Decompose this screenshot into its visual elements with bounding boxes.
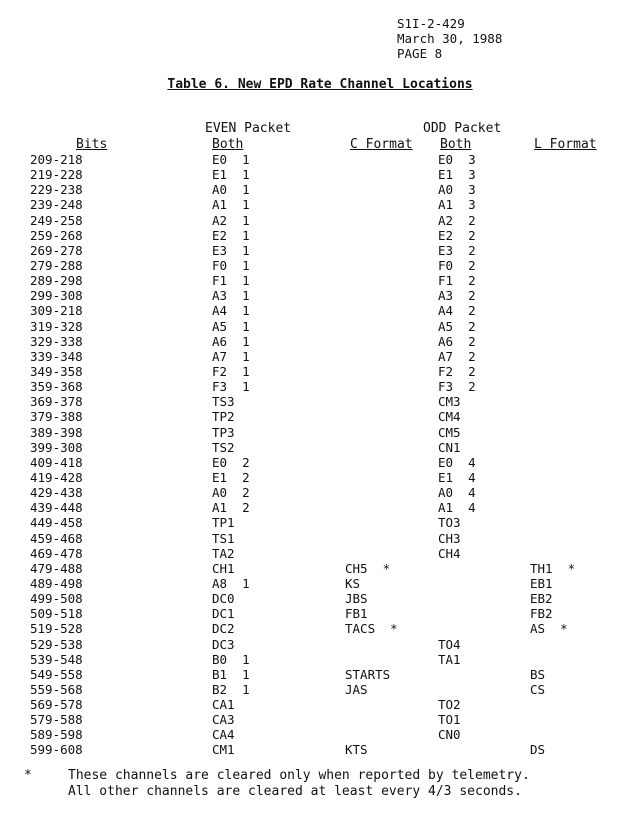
bits-cell: 569-578 [30,697,83,713]
table-row [0,712,640,727]
column-header-l-format [534,137,597,152]
c-format-cell: CH5 * [345,560,391,576]
odd-both-cell: A3 2 [438,288,476,304]
even-both-cell: F2 1 [212,363,250,379]
table-row [0,334,640,349]
table-row [0,561,640,576]
odd-both-cell: E2 2 [438,227,476,243]
odd-both-cell: TO2 [438,697,461,713]
even-both-cell: F0 1 [212,257,250,273]
document-date: March 30, 1988 [397,31,503,46]
bits-cell: 379-388 [30,409,83,425]
bits-cell: 389-398 [30,424,83,440]
bits-cell: 449-458 [30,515,83,531]
bits-cell: 269-278 [30,242,83,258]
table-row [0,485,640,500]
table-row [0,288,640,303]
even-both-cell: E0 1 [212,152,250,167]
table-row [0,182,640,197]
even-both-cell: CM1 [212,742,235,758]
column-header-bits [76,137,107,152]
table-row [0,697,640,712]
bits-cell: 359-368 [30,379,83,395]
even-both-cell: E1 1 [212,167,250,183]
odd-both-cell: E1 4 [438,469,476,485]
bits-cell: 429-438 [30,485,83,501]
even-both-cell: CA3 [212,712,235,728]
odd-both-cell: E0 3 [438,152,476,167]
column-header-even-both [212,137,243,152]
table-title-container [0,77,640,92]
table-row [0,455,640,470]
table-row [0,213,640,228]
table-row [0,682,640,697]
table-row [0,319,640,334]
table-row [0,652,640,667]
odd-both-cell: CH3 [438,530,461,546]
odd-both-cell: A0 3 [438,182,476,198]
even-both-cell: A6 1 [212,333,250,349]
odd-both-cell: CH4 [438,545,461,561]
even-both-cell: A3 1 [212,288,250,304]
odd-both-cell: CN0 [438,727,461,743]
bits-cell: 499-508 [30,591,83,607]
bits-cell: 329-338 [30,333,83,349]
even-both-cell: F1 1 [212,273,250,289]
bits-cell: 599-608 [30,742,83,758]
bits-cell: 239-248 [30,197,83,213]
table-row [0,243,640,258]
odd-both-cell: F1 2 [438,273,476,289]
l-format-cell: AS * [530,621,568,637]
odd-both-cell: A1 4 [438,500,476,516]
even-both-cell: E3 1 [212,242,250,258]
table-row [0,515,640,530]
table-row [0,727,640,742]
table-row [0,606,640,621]
page-number: PAGE 8 [397,46,443,61]
c-format-cell: FB1 [345,606,368,622]
column-header-c-format [350,137,413,152]
bits-cell: 559-568 [30,681,83,697]
c-format-cell: TACS * [345,621,398,637]
odd-both-cell: A0 4 [438,485,476,501]
odd-both-cell: A2 2 [438,212,476,228]
l-format-cell: BS [530,666,546,682]
odd-both-cell: F0 2 [438,257,476,273]
even-both-cell: B0 1 [212,651,250,667]
odd-both-cell: CN1 [438,439,461,455]
odd-both-cell: F3 2 [438,379,476,395]
table-row [0,364,640,379]
bits-cell: 289-298 [30,273,83,289]
table-row [0,591,640,606]
bits-cell: 459-468 [30,530,83,546]
table-row [0,167,640,182]
even-both-cell: TS1 [212,530,235,546]
table-row [0,409,640,424]
table-row [0,531,640,546]
bits-cell: 589-598 [30,727,83,743]
odd-both-cell: A4 2 [438,303,476,319]
table-row [0,379,640,394]
bits-cell: 249-258 [30,212,83,228]
even-both-cell: A0 1 [212,182,250,198]
table-row [0,425,640,440]
odd-both-cell: E0 4 [438,454,476,470]
bits-cell: 309-218 [30,303,83,319]
odd-both-cell: TO3 [438,515,461,531]
l-format-cell: FB2 [530,606,553,622]
l-format-cell: EB1 [530,575,553,591]
column-header-odd-both-label: Both [440,137,472,152]
table-row [0,637,640,652]
even-both-cell: CA1 [212,697,235,713]
table-row [0,546,640,561]
table-row [0,576,640,591]
bits-cell: 259-268 [30,227,83,243]
odd-packet-header: ODD Packet [423,121,502,136]
bits-cell: 209-218 [30,152,83,167]
bits-cell: 369-378 [30,394,83,410]
odd-both-cell: TO4 [438,636,461,652]
even-both-cell: TP2 [212,409,235,425]
bits-cell: 469-478 [30,545,83,561]
table-row [0,742,640,757]
even-both-cell: A1 2 [212,500,250,516]
footnote [24,768,530,800]
table-row [0,303,640,318]
even-both-cell: TS2 [212,439,235,455]
odd-both-cell: CM5 [438,424,461,440]
even-both-cell: A8 1 [212,575,250,591]
odd-both-cell: TA1 [438,651,461,667]
even-both-cell: B1 1 [212,666,250,682]
odd-both-cell: A7 2 [438,348,476,364]
c-format-cell: JBS [345,591,368,607]
odd-both-cell: A6 2 [438,333,476,349]
column-header-l-format-label: L Format [534,137,597,152]
even-both-cell: CA4 [212,727,235,743]
table-row [0,394,640,409]
bits-cell: 279-288 [30,257,83,273]
even-both-cell: A2 1 [212,212,250,228]
c-format-cell: KTS [345,742,368,758]
bits-cell: 299-308 [30,288,83,304]
even-both-cell: DC1 [212,606,235,622]
odd-both-cell: E3 2 [438,242,476,258]
even-both-cell: A7 1 [212,348,250,364]
column-header-c-format-label: C Format [350,137,413,152]
table-row [0,152,640,167]
even-both-cell: E1 2 [212,469,250,485]
even-both-cell: CH1 [212,560,235,576]
even-both-cell: DC0 [212,591,235,607]
even-both-cell: DC2 [212,621,235,637]
footnote-line-2: All other channels are cleared at least every 4/3 seconds. [68,784,522,799]
bits-cell: 409-418 [30,454,83,470]
even-both-cell: TS3 [212,394,235,410]
table-row [0,440,640,455]
bits-cell: 579-588 [30,712,83,728]
odd-both-cell: F2 2 [438,363,476,379]
channel-table-body [0,152,640,758]
odd-both-cell: CM3 [438,394,461,410]
bits-cell: 539-548 [30,651,83,667]
document-header [397,16,502,61]
bits-cell: 519-528 [30,621,83,637]
bits-cell: 349-358 [30,363,83,379]
bits-cell: 549-558 [30,666,83,682]
even-both-cell: DC3 [212,636,235,652]
bits-cell: 229-238 [30,182,83,198]
bits-cell: 529-538 [30,636,83,652]
table-row [0,500,640,515]
odd-both-cell: A1 3 [438,197,476,213]
c-format-cell: STARTS [345,666,391,682]
even-both-cell: E2 1 [212,227,250,243]
table-title: Table 6. New EPD Rate Channel Locations [167,77,473,92]
c-format-cell: JAS [345,681,368,697]
even-both-cell: A0 2 [212,485,250,501]
bits-cell: 439-448 [30,500,83,516]
l-format-cell: DS [530,742,546,758]
column-header-odd-both [440,137,471,152]
even-both-cell: F3 1 [212,379,250,395]
l-format-cell: TH1 * [530,560,576,576]
odd-both-cell: TO1 [438,712,461,728]
table-row [0,349,640,364]
bits-cell: 489-498 [30,575,83,591]
table-row [0,621,640,636]
bits-cell: 219-228 [30,167,83,183]
even-both-cell: A4 1 [212,303,250,319]
even-both-cell: B2 1 [212,681,250,697]
l-format-cell: CS [530,681,546,697]
column-header-even-both-label: Both [212,137,244,152]
table-row [0,470,640,485]
bits-cell: 509-518 [30,606,83,622]
table-row [0,667,640,682]
table-row [0,228,640,243]
even-both-cell: TA2 [212,545,235,561]
even-packet-header: EVEN Packet [205,121,292,136]
bits-cell: 319-328 [30,318,83,334]
table-row [0,197,640,212]
even-both-cell: TP1 [212,515,235,531]
even-both-cell: E0 2 [212,454,250,470]
table-row [0,273,640,288]
bits-cell: 399-308 [30,439,83,455]
odd-both-cell: A5 2 [438,318,476,334]
even-both-cell: A1 1 [212,197,250,213]
even-both-cell: A5 1 [212,318,250,334]
odd-both-cell: CM4 [438,409,461,425]
column-header-bits-label: Bits [76,137,108,152]
table-row [0,258,640,273]
c-format-cell: KS [345,575,361,591]
bits-cell: 479-488 [30,560,83,576]
document-id: S1I-2-429 [397,16,465,31]
bits-cell: 339-348 [30,348,83,364]
footnote-asterisk: * [24,768,32,783]
footnote-line-1: These channels are cleared only when reported by telemetry. [68,768,530,783]
odd-both-cell: E1 3 [438,167,476,183]
even-both-cell: TP3 [212,424,235,440]
l-format-cell: EB2 [530,591,553,607]
bits-cell: 419-428 [30,469,83,485]
